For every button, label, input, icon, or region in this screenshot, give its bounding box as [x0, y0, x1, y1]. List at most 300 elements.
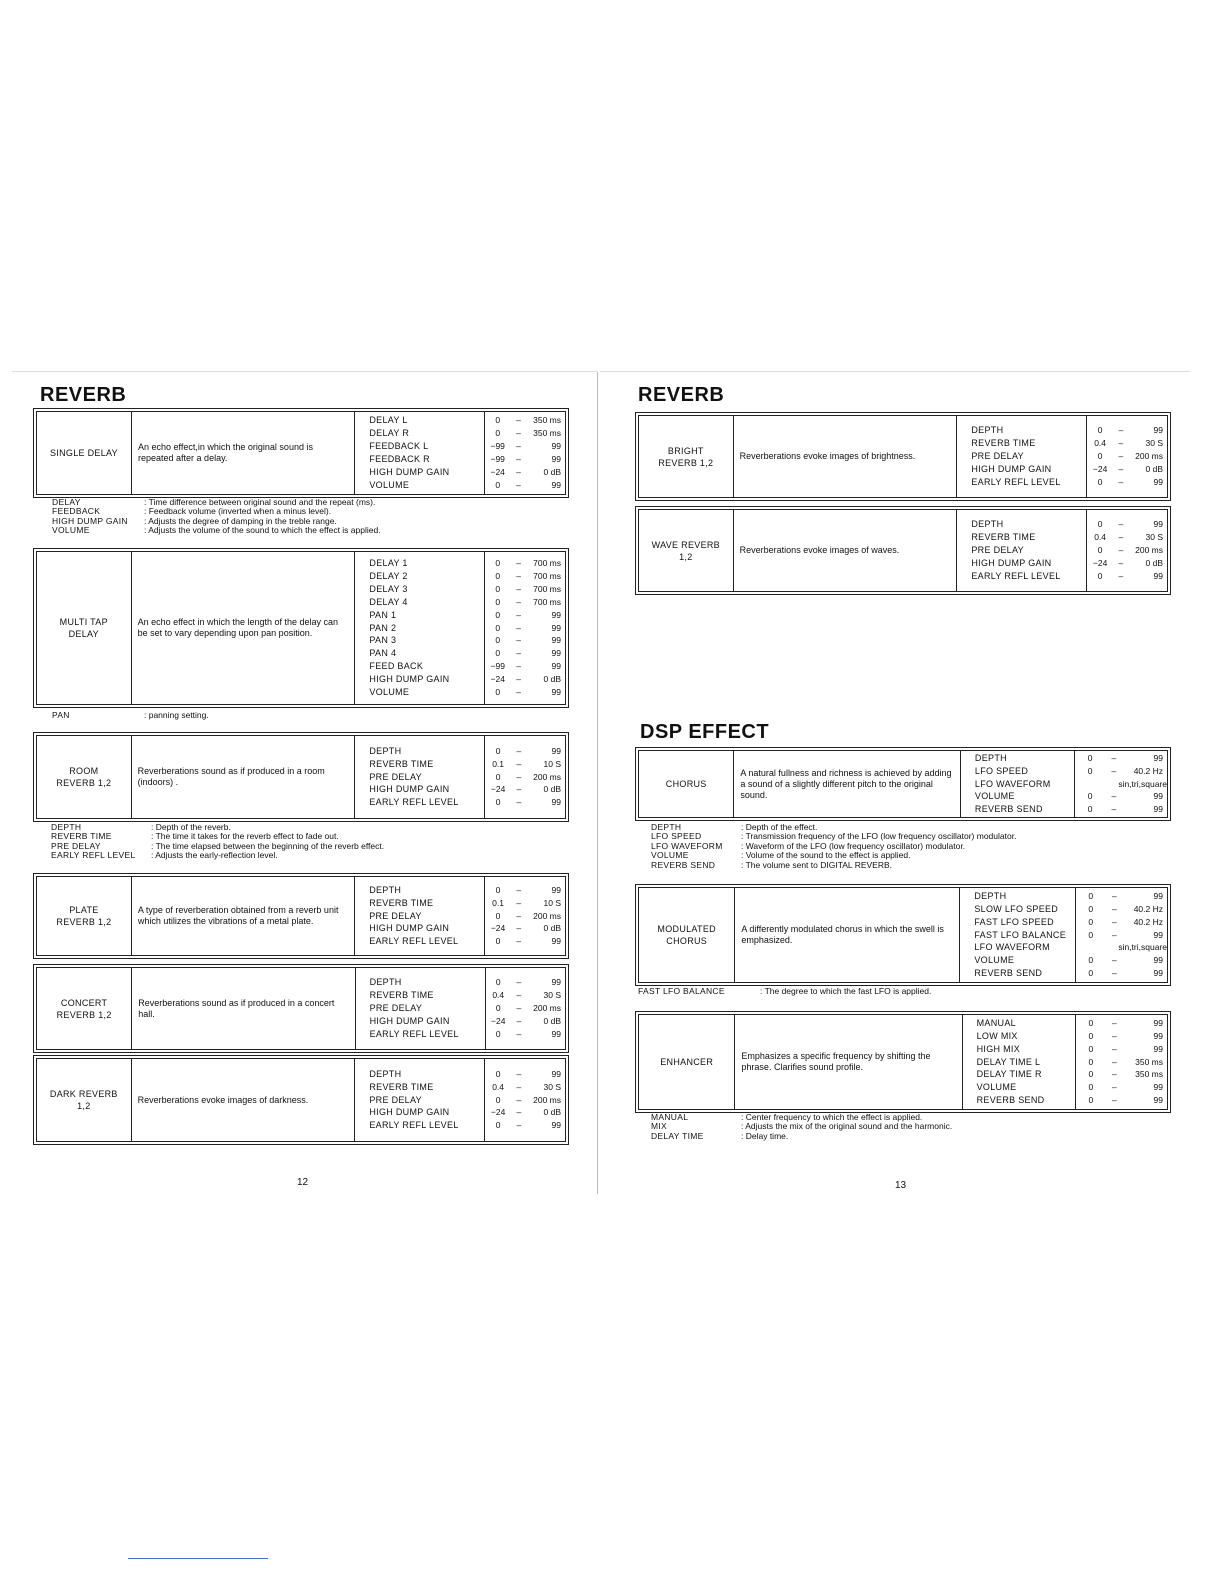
page-divider — [597, 372, 598, 1194]
range-max: sin,tri,square — [1118, 778, 1167, 789]
range-min: 0 — [495, 687, 501, 697]
parameter-list — [962, 1015, 1076, 1110]
range-dash: – — [516, 923, 522, 934]
range-dash — [1102, 941, 1118, 954]
effect-description-text: Reverberations evoke images of darkness. — [137, 1094, 309, 1105]
range-dash: – — [1118, 545, 1124, 556]
range-max: 0 dB — [543, 674, 561, 685]
parameter-range — [485, 758, 565, 771]
range-max: 0 dB — [543, 1107, 561, 1118]
parameter-range — [486, 989, 565, 1002]
parameter-range — [1075, 803, 1167, 816]
parameter-notes — [51, 823, 384, 861]
parameter-label: HIGH DUMP GAIN — [369, 923, 450, 934]
parameter-range — [1076, 941, 1167, 954]
range-list — [485, 736, 566, 819]
parameter-range — [485, 609, 565, 622]
range-min: 0 — [495, 1120, 501, 1131]
effect-name — [639, 416, 734, 498]
parameter-notes — [638, 987, 931, 996]
parameter-label: HIGH DUMP GAIN — [971, 557, 1052, 568]
range-list — [484, 412, 565, 495]
range-dash: – — [1118, 476, 1124, 487]
parameter-range — [1087, 544, 1167, 557]
range-max: 99 — [551, 977, 561, 988]
range-max: 200 ms — [1135, 545, 1163, 556]
range-dash: – — [516, 415, 521, 426]
parameter-range — [485, 440, 565, 453]
note-definition: : Delay time. — [741, 1130, 789, 1141]
parameter-list — [355, 552, 485, 705]
parameter-label: EARLY REFL LEVEL — [369, 1120, 459, 1131]
parameter-range — [485, 1081, 565, 1094]
note-definition: : Time difference between original sound and the repeat (ms). — [144, 497, 376, 507]
range-min: 0 — [1088, 903, 1094, 914]
range-dash: – — [1112, 1056, 1117, 1067]
range-dash: – — [516, 897, 522, 908]
page-number: 12 — [297, 1177, 309, 1188]
range-max: 99 — [551, 1120, 561, 1131]
parameter-label: PRE DELAY — [369, 771, 422, 782]
range-max: 99 — [551, 1068, 561, 1079]
range-min: 0.1 — [492, 897, 504, 908]
parameter-range — [485, 1094, 565, 1107]
range-min: 0 — [1087, 804, 1093, 815]
range-min: 0 — [1088, 890, 1094, 901]
parameter-range — [1087, 518, 1167, 531]
parameter-range — [485, 745, 565, 758]
parameter-label: PRE DELAY — [369, 910, 422, 921]
range-list — [485, 1059, 566, 1142]
parameter-label: PRE DELAY — [971, 545, 1024, 556]
range-list — [1076, 1015, 1168, 1110]
note-row — [51, 851, 384, 860]
range-min: 0 — [1088, 1030, 1094, 1041]
range-dash: – — [516, 687, 521, 697]
range-max: 99 — [1153, 791, 1163, 802]
effect-name — [639, 888, 735, 983]
effect-table — [36, 735, 566, 819]
effect-name-text: ENHANCER — [660, 1057, 714, 1067]
parameter-range — [485, 479, 565, 492]
effect-table — [638, 509, 1168, 592]
range-list — [485, 877, 566, 956]
page-number: 13 — [895, 1180, 907, 1191]
range-max: 99 — [551, 441, 561, 452]
effect-table — [638, 415, 1168, 498]
note-term: DEPTH — [651, 822, 682, 832]
range-min: 0 — [1088, 1082, 1094, 1093]
range-max: 99 — [1153, 804, 1163, 815]
parameter-label: HIGH DUMP GAIN — [971, 463, 1052, 474]
parameter-label: DEPTH — [369, 745, 402, 756]
range-min: 0.1 — [492, 758, 505, 769]
parameter-label: EARLY REFL LEVEL — [971, 476, 1061, 487]
parameter-range — [1087, 570, 1167, 583]
parameter-label: FAST LFO BALANCE — [974, 929, 1067, 940]
range-max: 99 — [1153, 425, 1163, 436]
effect-description-text: A type of reverberation obtained from a reverb unit which utilizes the vibrations of a metal plate. — [137, 905, 339, 926]
parameter-label: FEEDBACK R — [369, 454, 430, 464]
range-min: −24 — [490, 674, 505, 685]
effect-name-text: DARK REVERB 1,2 — [49, 1089, 118, 1111]
range-dash: – — [1112, 1043, 1117, 1054]
range-dash: – — [516, 1068, 522, 1079]
range-dash: – — [516, 1120, 522, 1131]
range-min: 0 — [495, 910, 501, 921]
parameter-label: PAN 3 — [369, 635, 397, 646]
range-max: 30 S — [543, 1081, 561, 1092]
range-max: 99 — [551, 661, 561, 672]
range-list — [1087, 510, 1168, 592]
effect-description-text: Reverberations evoke images of brightness. — [739, 451, 916, 461]
range-max: 99 — [1153, 752, 1163, 763]
parameter-range — [1076, 1068, 1167, 1081]
range-dash: – — [516, 1028, 522, 1039]
range-dash: – — [516, 1015, 522, 1026]
range-max: 99 — [551, 479, 561, 490]
range-max: 99 — [551, 745, 561, 756]
parameter-list — [957, 510, 1087, 592]
effect-description — [131, 736, 355, 819]
parameter-range — [1076, 1081, 1167, 1094]
parameter-range — [1076, 1094, 1167, 1107]
note-row — [651, 1132, 952, 1141]
note-term: HIGH DUMP GAIN — [52, 515, 128, 526]
note-definition: : Feedback volume (inverted when a minus level). — [144, 506, 332, 517]
parameter-range — [1076, 929, 1167, 942]
note-term: FEEDBACK — [52, 506, 101, 517]
parameter-label: DEPTH — [974, 890, 1007, 901]
range-dash: – — [1111, 903, 1117, 914]
parameter-range — [485, 414, 565, 427]
note-term: VOLUME — [52, 525, 90, 536]
top-rule-left — [12, 371, 597, 372]
range-min: 0 — [495, 977, 501, 988]
parameter-label: EARLY REFL LEVEL — [971, 570, 1061, 581]
effect-table — [36, 411, 566, 495]
parameter-range — [485, 466, 565, 479]
range-dash: – — [1111, 929, 1117, 940]
range-min: 0 — [1088, 916, 1094, 927]
parameter-range — [485, 660, 565, 673]
range-min: 0.4 — [1094, 438, 1107, 449]
note-row — [651, 861, 1016, 870]
range-dash: – — [1118, 557, 1124, 568]
note-definition: : Volume of the sound to the effect is applied. — [741, 850, 911, 861]
parameter-range — [485, 910, 565, 923]
range-max: 30 S — [1145, 532, 1163, 543]
range-dash: – — [516, 466, 521, 477]
range-max: 99 — [1153, 570, 1163, 581]
range-list — [1075, 751, 1168, 818]
parameter-range — [1087, 476, 1167, 489]
parameter-range — [486, 1002, 565, 1015]
effect-description-text: Reverberations sound as if produced in a concert hall. — [138, 997, 335, 1019]
range-max: 99 — [551, 797, 561, 808]
note-term: REVERB SEND — [651, 859, 716, 870]
effect-description — [735, 888, 960, 983]
range-min: −99 — [490, 454, 505, 464]
range-max: 0 dB — [543, 1015, 561, 1026]
range-dash: – — [1112, 1030, 1117, 1041]
parameter-label: REVERB SEND — [976, 1095, 1045, 1106]
range-max: 99 — [551, 884, 561, 895]
range-max: 10 S — [543, 758, 561, 769]
effect-description-text: Reverberations evoke images of waves. — [739, 545, 900, 555]
parameter-range — [486, 976, 565, 989]
range-list — [485, 968, 565, 1050]
range-min: −24 — [491, 1015, 506, 1026]
range-dash: – — [1118, 425, 1124, 436]
parameter-list — [355, 877, 485, 956]
parameter-range — [485, 427, 565, 440]
effect-table — [36, 876, 566, 956]
note-term: VOLUME — [651, 850, 689, 861]
parameter-range — [1076, 903, 1167, 916]
range-max: 200 ms — [533, 771, 561, 782]
effect-description-text: Reverberations sound as if produced in a room (indoors) . — [137, 766, 325, 787]
effect-name-text: PLATE REVERB 1,2 — [56, 905, 112, 927]
parameter-range — [485, 771, 565, 784]
range-dash: – — [1111, 916, 1117, 927]
range-max: 99 — [1153, 476, 1163, 487]
parameter-range — [1087, 424, 1167, 437]
parameter-range — [1076, 890, 1167, 903]
range-dash: – — [516, 609, 521, 620]
range-dash: – — [516, 977, 522, 988]
range-min: −24 — [490, 1107, 506, 1118]
range-max: 700 ms — [533, 558, 561, 569]
parameter-range — [1087, 531, 1167, 544]
range-dash: – — [516, 428, 521, 439]
range-min: −24 — [490, 784, 506, 795]
parameter-label: VOLUME — [974, 955, 1015, 966]
range-min — [1076, 941, 1102, 954]
range-min: 0 — [495, 745, 501, 756]
range-dash: – — [516, 661, 521, 672]
range-dash: – — [516, 1107, 522, 1118]
range-min: 0 — [1087, 765, 1093, 776]
note-definition: : Depth of the effect. — [741, 822, 818, 832]
note-term: MANUAL — [651, 1112, 689, 1122]
range-min: 0 — [1088, 1095, 1094, 1106]
note-term: PAN — [52, 710, 70, 720]
parameter-label: DEPTH — [971, 425, 1004, 436]
parameter-label: LFO WAVEFORM — [974, 942, 1050, 953]
range-max: 99 — [1153, 1082, 1163, 1093]
parameter-label: PRE DELAY — [971, 451, 1024, 462]
parameter-range — [1087, 557, 1167, 570]
range-dash: – — [1118, 451, 1124, 462]
page-title: REVERB — [638, 384, 725, 406]
range-min: −99 — [490, 661, 505, 672]
effect-name-text: SINGLE DELAY — [50, 448, 118, 458]
range-min: −99 — [490, 441, 505, 452]
effect-table — [638, 750, 1168, 818]
section-title: DSP EFFECT — [640, 721, 770, 743]
parameter-label: PAN 1 — [369, 609, 397, 620]
note-row — [638, 987, 931, 996]
range-min: 0 — [495, 936, 501, 947]
effect-description-text: Emphasizes a specific frequency by shifting the phrase. Clarifies sound profile. — [741, 1051, 931, 1072]
effect-table — [36, 1058, 566, 1142]
effect-description — [733, 510, 957, 592]
effect-description — [132, 968, 355, 1050]
parameter-list — [960, 888, 1076, 983]
range-list — [1087, 416, 1168, 498]
parameter-label: FEED BACK — [369, 661, 424, 672]
range-max: 99 — [551, 687, 561, 697]
range-dash: – — [516, 596, 521, 607]
range-dash: – — [1111, 765, 1117, 776]
range-max: 350 ms — [533, 428, 561, 439]
range-list — [1076, 888, 1168, 983]
range-dash: – — [516, 570, 521, 581]
range-max: 200 ms — [533, 1094, 561, 1105]
range-dash: – — [516, 441, 521, 452]
parameter-label: DEPTH — [369, 1068, 402, 1079]
effect-name — [37, 1059, 132, 1142]
effect-name — [37, 736, 132, 819]
parameter-range — [1076, 1030, 1167, 1043]
parameter-label: HIGH DUMP GAIN — [369, 784, 450, 795]
range-max: 40.2 Hz — [1133, 765, 1163, 776]
range-min: 0 — [495, 609, 501, 620]
range-dash: – — [516, 583, 521, 594]
range-max: 99 — [551, 648, 561, 659]
range-min: 0 — [495, 635, 501, 646]
parameter-label: EARLY REFL LEVEL — [369, 1028, 459, 1039]
parameter-range — [1076, 916, 1167, 929]
parameter-list — [957, 416, 1087, 498]
parameter-range — [485, 935, 565, 948]
range-dash: – — [516, 454, 521, 464]
parameter-label: HIGH MIX — [976, 1043, 1021, 1054]
range-dash: – — [1112, 1082, 1117, 1093]
effect-name-text: ROOM REVERB 1,2 — [56, 766, 112, 788]
parameter-notes — [52, 711, 209, 720]
range-min: 0 — [495, 415, 501, 426]
parameter-label: DEPTH — [974, 752, 1007, 763]
note-term: REVERB TIME — [51, 831, 112, 842]
note-row — [52, 711, 209, 720]
effect-table — [36, 551, 566, 705]
range-max: 99 — [1153, 1095, 1163, 1106]
effect-name-text: MODULATED CHORUS — [657, 924, 716, 946]
parameter-range — [485, 783, 565, 796]
range-min: 0 — [495, 648, 501, 659]
range-dash: – — [516, 479, 521, 490]
range-min: 0 — [495, 884, 501, 895]
range-min: 0 — [1088, 1043, 1094, 1054]
range-dash: – — [516, 1003, 522, 1014]
range-max: 700 ms — [533, 596, 561, 607]
note-term: LFO SPEED — [651, 831, 702, 842]
parameter-label: LOW MIX — [976, 1030, 1018, 1041]
parameter-range — [1076, 1056, 1167, 1069]
range-dash: – — [516, 910, 522, 921]
range-min: 0 — [1088, 1056, 1094, 1067]
effect-name-text: MULTI TAP DELAY — [59, 617, 108, 639]
range-min: 0 — [1097, 570, 1103, 581]
parameter-notes — [651, 823, 1016, 870]
note-term: DELAY TIME — [651, 1130, 704, 1141]
parameter-label: HIGH DUMP GAIN — [369, 466, 450, 477]
note-definition: : Adjusts the early-reflection level. — [151, 850, 278, 861]
page-title: REVERB — [40, 384, 127, 406]
parameter-label: REVERB TIME — [369, 1081, 434, 1092]
range-min: 0 — [1087, 752, 1093, 763]
effect-description-text: A natural fullness and richness is achieved by adding a sound of a slightly different pitch to the original sound. — [740, 767, 952, 800]
parameter-list — [960, 751, 1075, 818]
parameter-range — [1087, 450, 1167, 463]
parameter-label: DELAY 2 — [369, 570, 408, 581]
parameter-range — [1087, 463, 1167, 476]
range-max: 99 — [551, 936, 561, 947]
parameter-label: DELAY 3 — [369, 583, 408, 594]
range-dash: – — [516, 745, 522, 756]
parameter-label: VOLUME — [974, 791, 1015, 802]
range-max: 99 — [551, 1028, 561, 1039]
parameter-label: DELAY TIME R — [976, 1069, 1042, 1080]
parameter-label: REVERB SEND — [974, 968, 1043, 979]
range-dash: – — [516, 635, 521, 646]
range-min: 0 — [495, 1003, 501, 1014]
range-dash: – — [1112, 1017, 1117, 1028]
parameter-label: SLOW LFO SPEED — [974, 903, 1059, 914]
range-dash: – — [516, 622, 521, 633]
parameter-label: HIGH DUMP GAIN — [369, 1015, 450, 1026]
range-dash: – — [1118, 570, 1124, 581]
range-max: 99 — [551, 609, 561, 620]
range-max: 99 — [1153, 968, 1163, 979]
range-min: 0.4 — [492, 1081, 505, 1092]
range-max: 0 dB — [1145, 463, 1163, 474]
parameter-notes — [52, 498, 381, 536]
parameter-label: REVERB TIME — [971, 438, 1036, 449]
range-dash: – — [516, 784, 522, 795]
range-dash: – — [1118, 438, 1124, 449]
underline-mark — [128, 1558, 268, 1559]
note-definition: : Adjusts the degree of damping in the treble range. — [144, 515, 337, 526]
range-dash: – — [516, 990, 522, 1001]
range-max: 350 ms — [1135, 1056, 1163, 1067]
parameter-range — [485, 796, 565, 809]
parameter-range — [485, 583, 565, 596]
note-term: FAST LFO BALANCE — [638, 986, 725, 996]
parameter-range — [1087, 437, 1167, 450]
parameter-range — [1075, 752, 1167, 765]
parameter-label: DEPTH — [369, 977, 402, 988]
range-min: 0 — [1097, 545, 1103, 556]
parameter-range — [1076, 1017, 1167, 1030]
parameter-label: REVERB TIME — [369, 758, 434, 769]
note-term: MIX — [651, 1121, 668, 1132]
effect-table — [638, 887, 1168, 983]
range-min: 0 — [495, 428, 501, 439]
range-min: 0 — [495, 797, 501, 808]
parameter-range — [1075, 778, 1167, 791]
range-dash: – — [516, 758, 522, 769]
note-definition: : Waveform of the LFO (low frequency oscillator) modulator. — [741, 840, 966, 851]
range-min: −24 — [1092, 463, 1108, 474]
parameter-label: VOLUME — [369, 479, 410, 490]
range-max: 10 S — [543, 897, 561, 908]
effect-description — [131, 1059, 355, 1142]
parameter-label: PAN 2 — [369, 622, 397, 633]
effect-description — [734, 751, 961, 818]
